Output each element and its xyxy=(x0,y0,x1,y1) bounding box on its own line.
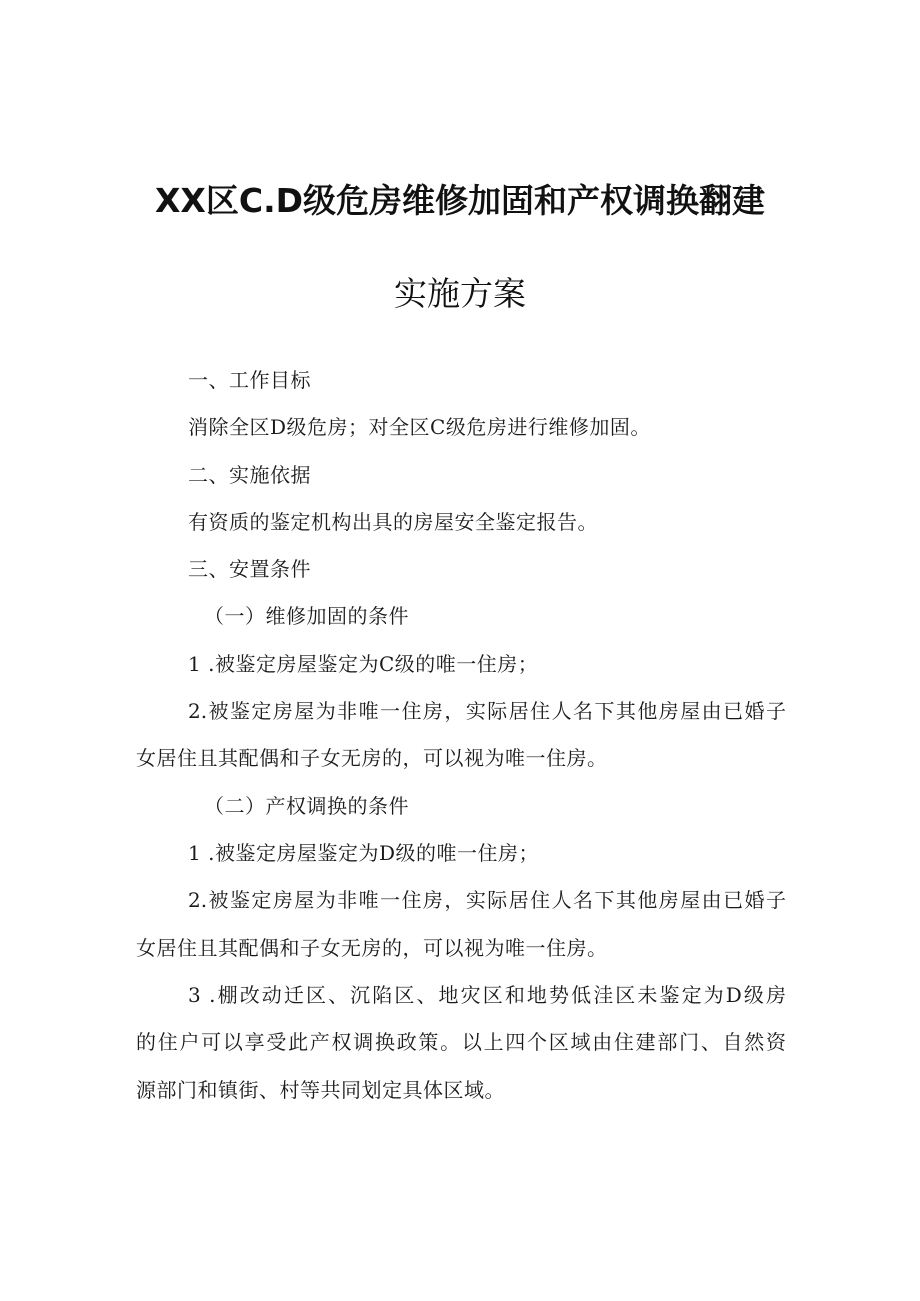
goal-heading: 一、工作目标 xyxy=(188,368,311,392)
exchange-item-3-line-2: 的住户可以享受此产权调换政策。以上四个区域由住建部门、自然资 xyxy=(136,1030,786,1054)
basis-text: 有资质的鉴定机构出具的房屋安全鉴定报告。 xyxy=(188,510,598,534)
document-title-line1: XX区C.D级危房维修加固和产权调换翻建 xyxy=(154,181,766,220)
repair-item-2-line-2: 女居住且其配偶和子女无房的，可以视为唯一住房。 xyxy=(136,746,608,770)
exchange-item-2-line-2: 女居住且其配偶和子女无房的，可以视为唯一住房。 xyxy=(136,936,608,960)
goal-text: 消除全区D级危房；对全区C级危房进行维修加固。 xyxy=(188,415,651,439)
exchange-item-3-line-3: 源部门和镇街、村等共同划定具体区域。 xyxy=(136,1078,505,1102)
exchange-item-1: 1 .被鉴定房屋鉴定为D级的唯一住房； xyxy=(188,841,539,865)
exchange-item-3-line-1: 3 .棚改动迁区、沉陷区、地灾区和地势低洼区未鉴定为D级房 xyxy=(188,983,786,1007)
exchange-item-2-line-1: 2.被鉴定房屋为非唯一住房，实际居住人名下其他房屋由已婚子 xyxy=(188,888,786,912)
document-title-line2: 实施方案 xyxy=(394,274,526,313)
repair-conditions-heading: （一）维修加固的条件 xyxy=(204,604,409,628)
conditions-heading: 三、安置条件 xyxy=(188,557,311,581)
exchange-conditions-heading: （二）产权调换的条件 xyxy=(204,794,409,818)
repair-item-1: 1 .被鉴定房屋鉴定为C级的唯一住房； xyxy=(188,652,539,676)
repair-item-2-line-1: 2.被鉴定房屋为非唯一住房，实际居住人名下其他房屋由已婚子 xyxy=(188,699,786,723)
basis-heading: 二、实施依据 xyxy=(188,463,311,487)
